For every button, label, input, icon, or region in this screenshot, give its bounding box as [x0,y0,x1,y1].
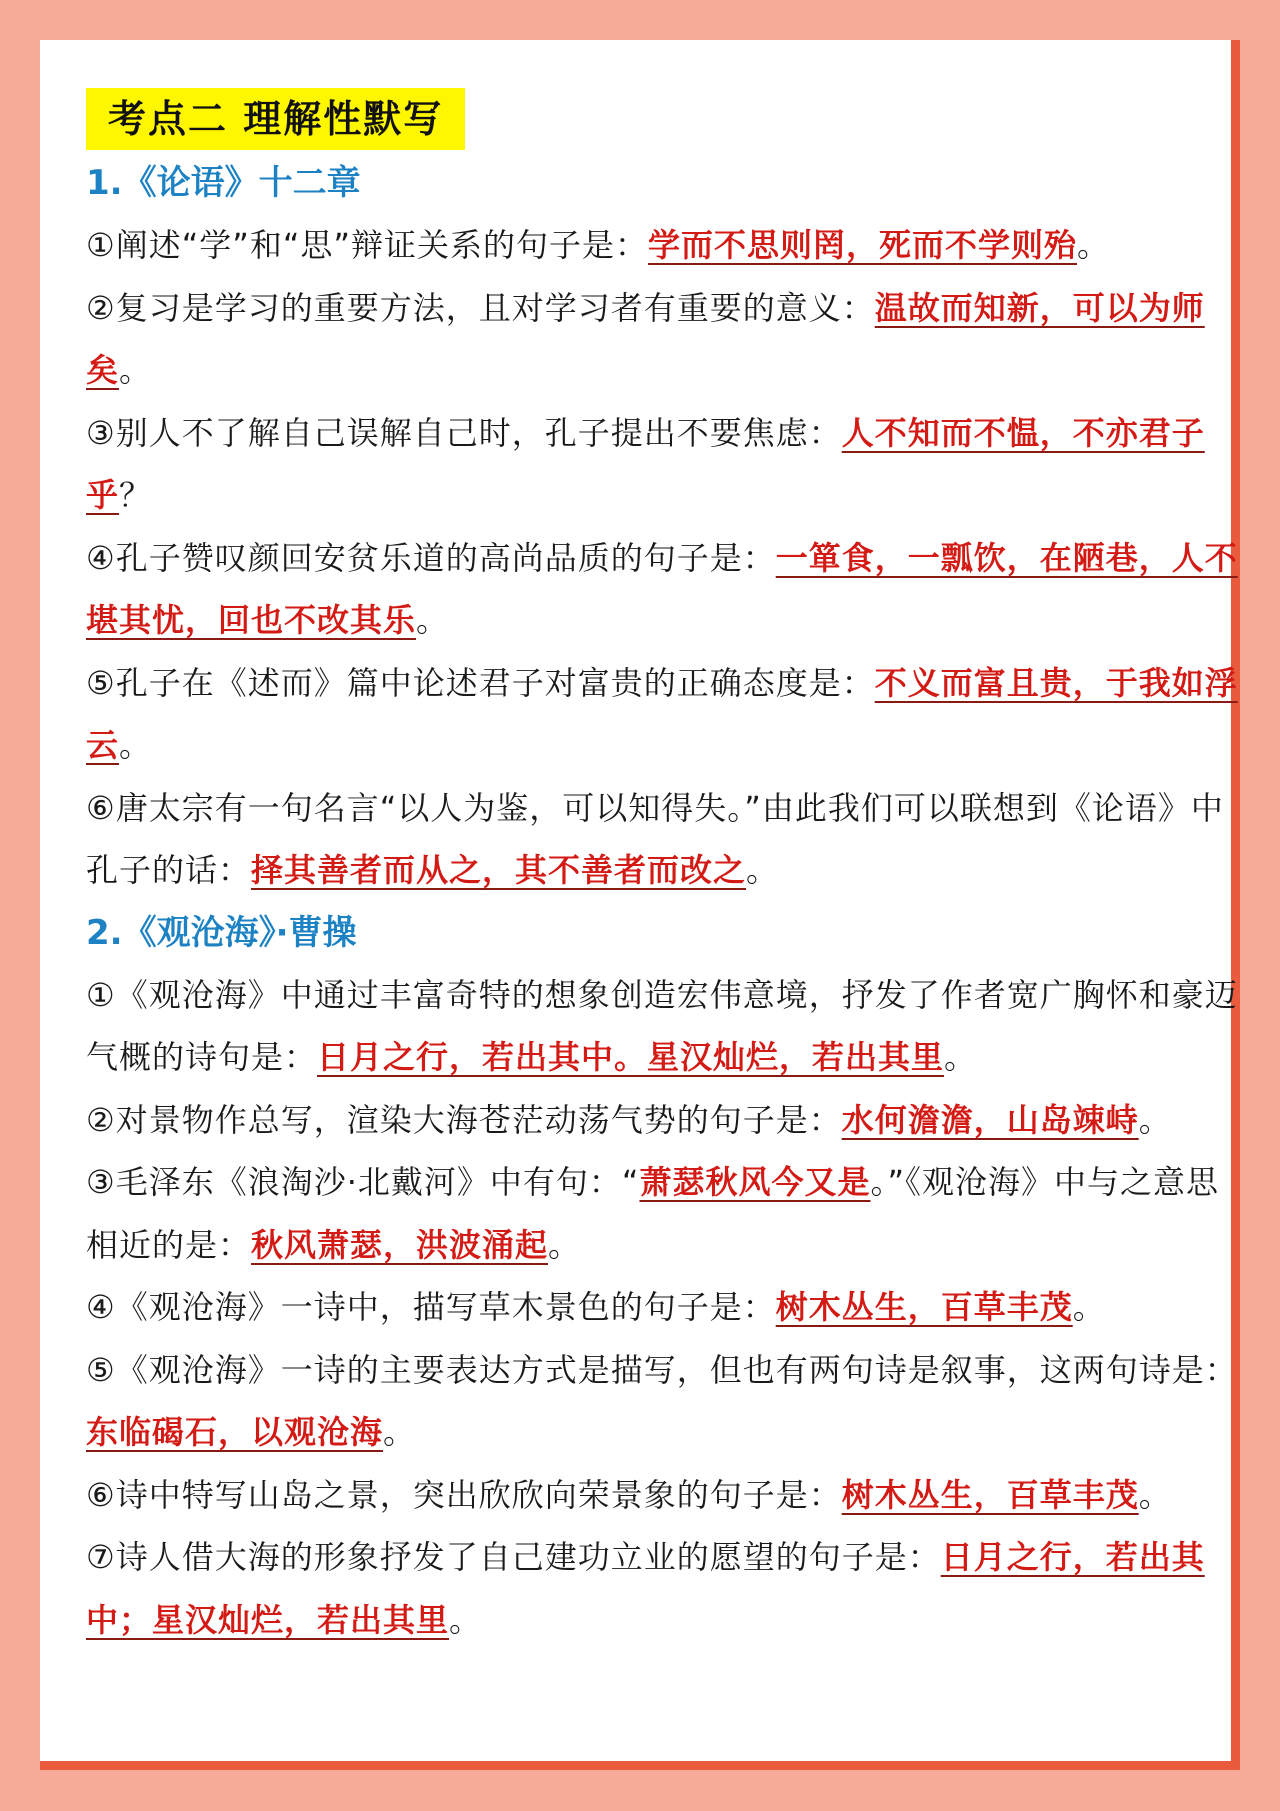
answer-text: 萧瑟秋风今又是 [639,1163,871,1201]
answer-text: 树木丛生，百草丰茂 [841,1475,1139,1514]
question-item: ①阐述“学”和“思”辩证关系的句子是：学而不思则罔，死而不学则殆。 [86,226,1111,264]
section-title-lunyu: 1.《论语》十二章 [86,163,361,203]
answer-text: 择其善者而从之，其不善者而改之 [251,851,747,889]
question-item: ③别人不了解自己误解自己时，孔子提出不要焦虑：人不知而不愠，不亦君子乎？ [86,413,1205,514]
answer-text: 东临碣石，以观沧海 [86,1413,384,1451]
question-item: ⑥诗中特写山岛之景，突出欣欣向荣景象的句子是：树木丛生，百草丰茂。 [86,1475,1172,1514]
worksheet-content [86,88,1241,1651]
question-item: ⑤孔子在《述而》篇中论述君子对富贵的正确态度是：不义而富且贵，于我如浮云。 [86,663,1238,764]
answer-text: 水何澹澹，山岛竦峙 [841,1100,1139,1139]
section-title-guancanghai: 2.《观沧海》·曹操 [86,912,357,953]
topic-heading: 考点二 理解性默写 [86,88,465,150]
question-item: ⑥唐太宗有一句名言“以人为鉴，可以知得失。”由此我们可以联想到《论语》中孔子的话：择其善者而从之，其不善者而改之。 [86,788,1224,889]
answer-text: 人不知而不愠，不亦君子乎 [86,413,1205,514]
question-item: ②复习是学习的重要方法，且对学习者有重要的意义：温故而知新，可以为师矣。 [86,288,1205,389]
question-item: ①《观沧海》中通过丰富奇特的想象创造宏伟意境，抒发了作者宽广胸怀和豪迈气概的诗句是：日月之行，若出其中。星汉灿烂，若出其里。 [86,975,1238,1076]
question-item: ②对景物作总写，渲染大海苍茫动荡气势的句子是：水何澹澹，山岛竦峙。 [86,1100,1172,1139]
question-item: ④《观沧海》一诗中，描写草木景色的句子是：树木丛生，百草丰茂。 [86,1288,1106,1326]
question-item: ③毛泽东《浪淘沙·北戴河》中有句：“萧瑟秋风今又是。”《观沧海》中与之意思相近的是：秋风萧瑟，洪波涌起。 [86,1163,1220,1264]
answer-text: 不义而富且贵，于我如浮云 [86,663,1238,764]
answer-text: 日月之行，若出其中；星汉灿烂，若出其里 [86,1538,1205,1639]
question-item: ④孔子赞叹颜回安贫乐道的高尚品质的句子是：一箪食，一瓢饮，在陋巷，人不堪其忧，回也不改其乐。 [86,538,1238,639]
answer-text: 树木丛生，百草丰茂 [775,1288,1073,1326]
answer-text: 学而不思则罔，死而不学则殆 [648,226,1078,264]
question-item: ⑦诗人借大海的形象抒发了自己建功立业的愿望的句子是：日月之行，若出其中；星汉灿烂，若出其里。 [86,1538,1205,1639]
question-item: ⑤《观沧海》一诗的主要表达方式是描写，但也有两句诗是叙事，这两句诗是：东临碣石，以观沧海。 [86,1350,1238,1451]
answer-text: 日月之行，若出其中。星汉灿烂，若出其里 [317,1038,945,1076]
worksheet-page [40,40,1240,1770]
answer-text: 一箪食，一瓢饮，在陋巷，人不堪其忧，回也不改其乐 [86,538,1238,639]
answer-text: 温故而知新，可以为师矣 [86,288,1205,389]
answer-text: 秋风萧瑟，洪波涌起 [251,1225,549,1264]
